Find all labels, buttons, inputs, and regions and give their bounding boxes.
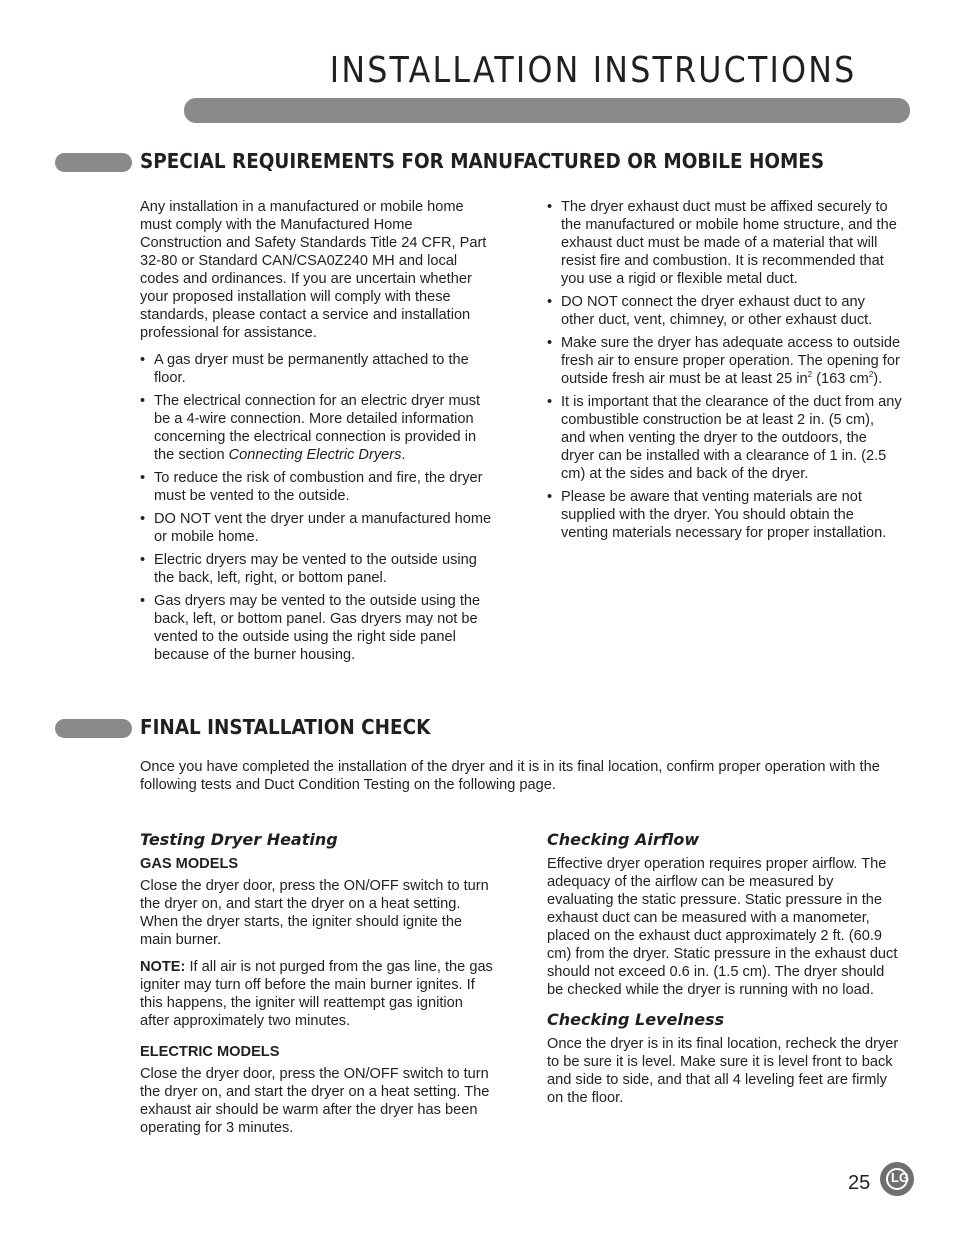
note-text: If all air is not purged from the gas line, the gas igniter may turn off before the main burner ignites. If this happens, the igniter will reattempt gas ignition after approximately two minutes. bbox=[140, 959, 493, 1029]
list-item-mid: (163 cm bbox=[812, 371, 869, 387]
subheading-testing-heating: Testing Dryer Heating bbox=[140, 830, 338, 849]
list-item: • DO NOT connect the dryer exhaust duct to any other duct, vent, chimney, or other exhaust duct. bbox=[547, 293, 902, 329]
list-item: • Electric dryers may be vented to the outside using the back, left, right, or bottom panel. bbox=[140, 551, 496, 587]
electric-models-heading: ELECTRIC MODELS bbox=[140, 1044, 280, 1060]
list-item-end: ). bbox=[873, 371, 883, 387]
airflow-column bbox=[547, 831, 902, 1116]
mobile-left-list bbox=[140, 351, 496, 664]
mobile-intro: Any installation in a manufactured or mobile home must comply with the Manufactured Home Construction and Safety Standards Title 24 CFR, Part 32-80 or Standard CAN/CSA0Z240 MH and local codes and ordinances. If you are uncertain whether your proposed installation will comply with these standards, please contact a service and installation professional for assistance. bbox=[140, 199, 487, 341]
list-item-text: Make sure the dryer has adequate access to outside fresh air to ensure proper operation. The opening for outside fresh air must be at least 25 in bbox=[561, 335, 901, 387]
section-title-mobile-homes: SPECIAL REQUIREMENTS FOR MANUFACTURED OR MOBILE HOMES bbox=[140, 149, 825, 173]
list-item: • A gas dryer must be permanently attached to the floor. bbox=[140, 351, 496, 387]
section-title-final-check: FINAL INSTALLATION CHECK bbox=[140, 715, 431, 739]
list-item: • DO NOT vent the dryer under a manufactured home or mobile home. bbox=[140, 510, 496, 546]
gas-models-text: Close the dryer door, press the ON/OFF switch to turn the dryer on, and start the dryer on a heat setting. When the dryer starts, the igniter should ignite the main burner. bbox=[140, 878, 489, 948]
superscript: 2 bbox=[807, 370, 813, 380]
electric-models-text: Close the dryer door, press the ON/OFF switch to turn the dryer on, and start the dryer on a heat setting. The exhaust air should be warm after the dryer has been operating for 3 minutes. bbox=[140, 1066, 490, 1136]
mobile-left-column bbox=[140, 198, 496, 669]
mobile-right-column bbox=[547, 198, 902, 547]
logo-text: LG bbox=[891, 1170, 910, 1185]
list-item: • The dryer exhaust duct must be affixed securely to the manufactured or mobile home structure, and the exhaust duct must be made of a material that will resist fire and combustion. It is recommended that you use a rigid or flexible metal duct. bbox=[547, 198, 902, 288]
list-item bbox=[140, 392, 496, 464]
gas-note bbox=[140, 958, 496, 1030]
gas-models-heading: GAS MODELS bbox=[140, 856, 239, 872]
subheading-checking-levelness: Checking Levelness bbox=[547, 1010, 725, 1029]
page-title: INSTALLATION INSTRUCTIONS bbox=[329, 50, 856, 91]
list-item: • It is important that the clearance of the duct from any combustible construction be at least 2 in. (5 cm), and when venting the dryer to the outdoors, the dryer can be installed with a clearance of 1 in. (2.5 cm) at the sides and back of the dryer. bbox=[547, 393, 902, 483]
list-item: • Gas dryers may be vented to the outside using the back, left, or bottom panel. Gas dryers may not be vented to the outside using the right side panel because of the burner housing. bbox=[140, 592, 496, 664]
list-item bbox=[547, 334, 902, 388]
list-item-text: The electrical connection for an electric dryer must be a 4-wire connection. More detailed information concerning the electrical connection is provided in the section bbox=[154, 393, 481, 463]
airflow-text: Effective dryer operation requires proper airflow. The adequacy of the airflow can be measured by evaluating the static pressure. Static pressure in the exhaust duct can be measured with a manometer, placed on the exhaust duct approximately 2 ft. (60.9 cm) from the dryer. Static pressure in the exhaust duct should not exceed 0.6 in. (1.5 cm). The dryer should be checked while the dryer is running with no load. bbox=[547, 856, 898, 998]
subheading-checking-airflow: Checking Airflow bbox=[547, 830, 700, 849]
mobile-right-list bbox=[547, 198, 902, 542]
list-item: • To reduce the risk of combustion and fire, the dryer must be vented to the outside. bbox=[140, 469, 496, 505]
final-intro: Once you have completed the installation of the dryer and it is in its final location, confirm proper operation with the following tests and Duct Condition Testing on the following page. bbox=[140, 759, 880, 793]
superscript: 2 bbox=[868, 370, 874, 380]
list-item-end: . bbox=[401, 447, 406, 463]
note-label: NOTE: bbox=[140, 959, 186, 975]
section-reference: Connecting Electric Dryers bbox=[228, 447, 402, 463]
header-bar bbox=[184, 98, 910, 123]
levelness-text: Once the dryer is in its final location, recheck the dryer to be sure it is level. Make sure it is level front to back and side to side, and that all 4 leveling feet are firmly on the floor. bbox=[547, 1036, 899, 1106]
page-number: 25 bbox=[848, 1172, 871, 1194]
heating-column bbox=[140, 831, 496, 1146]
list-item: • Please be aware that venting materials are not supplied with the dryer. You should obtain the venting materials necessary for proper installation. bbox=[547, 488, 902, 542]
section-marker bbox=[55, 719, 132, 738]
section-marker bbox=[55, 153, 132, 172]
